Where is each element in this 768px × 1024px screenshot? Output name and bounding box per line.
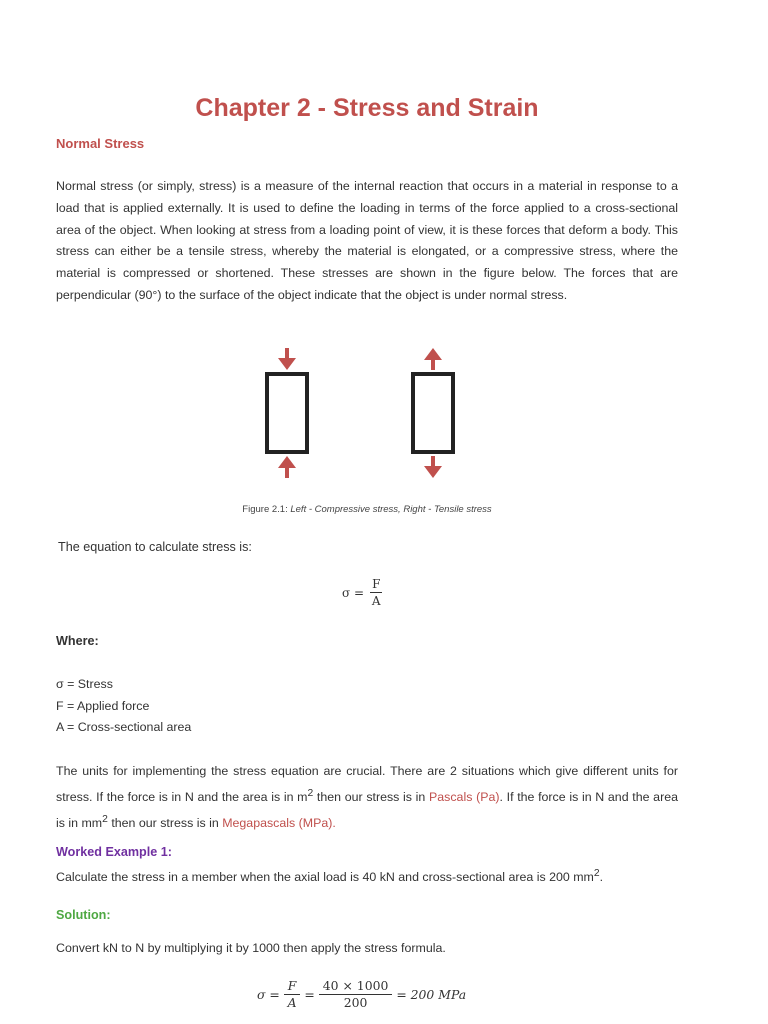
stress-equation: [342, 576, 382, 609]
tensile-block: [413, 374, 453, 452]
worked-example-sup: 2: [593, 868, 600, 879]
units-text-2: then our stress is in: [313, 789, 430, 804]
solution-equation: [257, 978, 466, 1011]
equation-intro: The equation to calculate stress is:: [58, 540, 252, 554]
compressive-arrow-bottom: [278, 456, 296, 478]
solution-mid: =: [304, 987, 315, 1002]
definition-sigma: σ = Stress: [56, 677, 113, 691]
variable-definitions: [56, 674, 191, 739]
caption-text: Left - Compressive stress, Right - Tensile stress: [290, 504, 492, 515]
units-paragraph: [56, 761, 678, 835]
equation-denominator: A: [371, 594, 381, 608]
solution-fraction-1: [284, 978, 301, 1011]
tensile-diagram: [413, 348, 453, 478]
compressive-block: [267, 374, 307, 452]
solution-frac2-den: 200: [343, 995, 368, 1010]
solution-result: = 200 MPa: [396, 987, 467, 1002]
units-text-1: The units for implementing the stress equation are crucial. There are 2 situations which give different units for stress. If the force is in N and the area is in m: [56, 764, 678, 804]
solution-lhs: σ =: [257, 987, 280, 1002]
worked-example-heading: Worked Example 1:: [56, 845, 172, 859]
intro-paragraph: Normal stress (or simply, stress) is a measure of the internal reaction that occurs in a material in response to a load that is applied externally. It is used to define the loading in terms of the force applied to a cross-sectional area of the object. When looking at stress from a loading point of view, it is these forces that deform a body. This stress can either be a tensile stress, whereby the material is elongated, or a compressive stress, where the material is compressed or shortened. These stresses are shown in the figure below. The forces that are perpendicular (90°) to the surface of the object indicate that the object is under normal stress.: [56, 179, 678, 302]
tensile-arrow-top: [424, 348, 442, 370]
solution-frac2-num: 40 × 1000: [319, 978, 393, 995]
megapascals-highlight: Megapascals (MPa).: [222, 815, 336, 830]
units-text-3: . If the force is in N and the area is in mm: [56, 789, 678, 830]
page-title: Chapter 2 - Stress and Strain: [195, 94, 539, 122]
solution-heading: Solution:: [56, 908, 111, 922]
worked-example-end: .: [599, 870, 604, 885]
solution-frac1-den: A: [287, 995, 297, 1010]
figure-caption: [0, 504, 734, 515]
stress-figure: [255, 342, 475, 492]
pascals-highlight: Pascals (Pa): [429, 789, 500, 804]
solution-text: Convert kN to N by multiplying it by 1000 then apply the stress formula.: [56, 941, 446, 955]
compressive-diagram: [267, 348, 307, 478]
tensile-arrow-bottom: [424, 456, 442, 478]
solution-frac1-num: F: [284, 978, 301, 995]
section-heading-normal-stress: Normal Stress: [56, 136, 145, 151]
equation-numerator: F: [372, 577, 381, 591]
worked-example-question: Calculate the stress in a member when the axial load is 40 kN and cross-sectional area is 200 mm: [56, 870, 594, 885]
compressive-arrow-top: [278, 348, 296, 370]
units-text-4: then our stress is in: [107, 815, 223, 830]
equation-fraction: [370, 576, 382, 609]
equation-lhs: σ =: [342, 585, 365, 600]
units-sup-2: 2: [102, 813, 108, 825]
caption-prefix: Figure 2.1:: [242, 504, 291, 515]
solution-fraction-2: [319, 978, 393, 1011]
definition-force: F = Applied force: [56, 698, 150, 713]
definition-area: A = Cross-sectional area: [56, 720, 192, 734]
where-label: Where:: [56, 634, 99, 648]
units-sup-1: 2: [307, 787, 314, 799]
worked-example-text: [56, 868, 603, 884]
